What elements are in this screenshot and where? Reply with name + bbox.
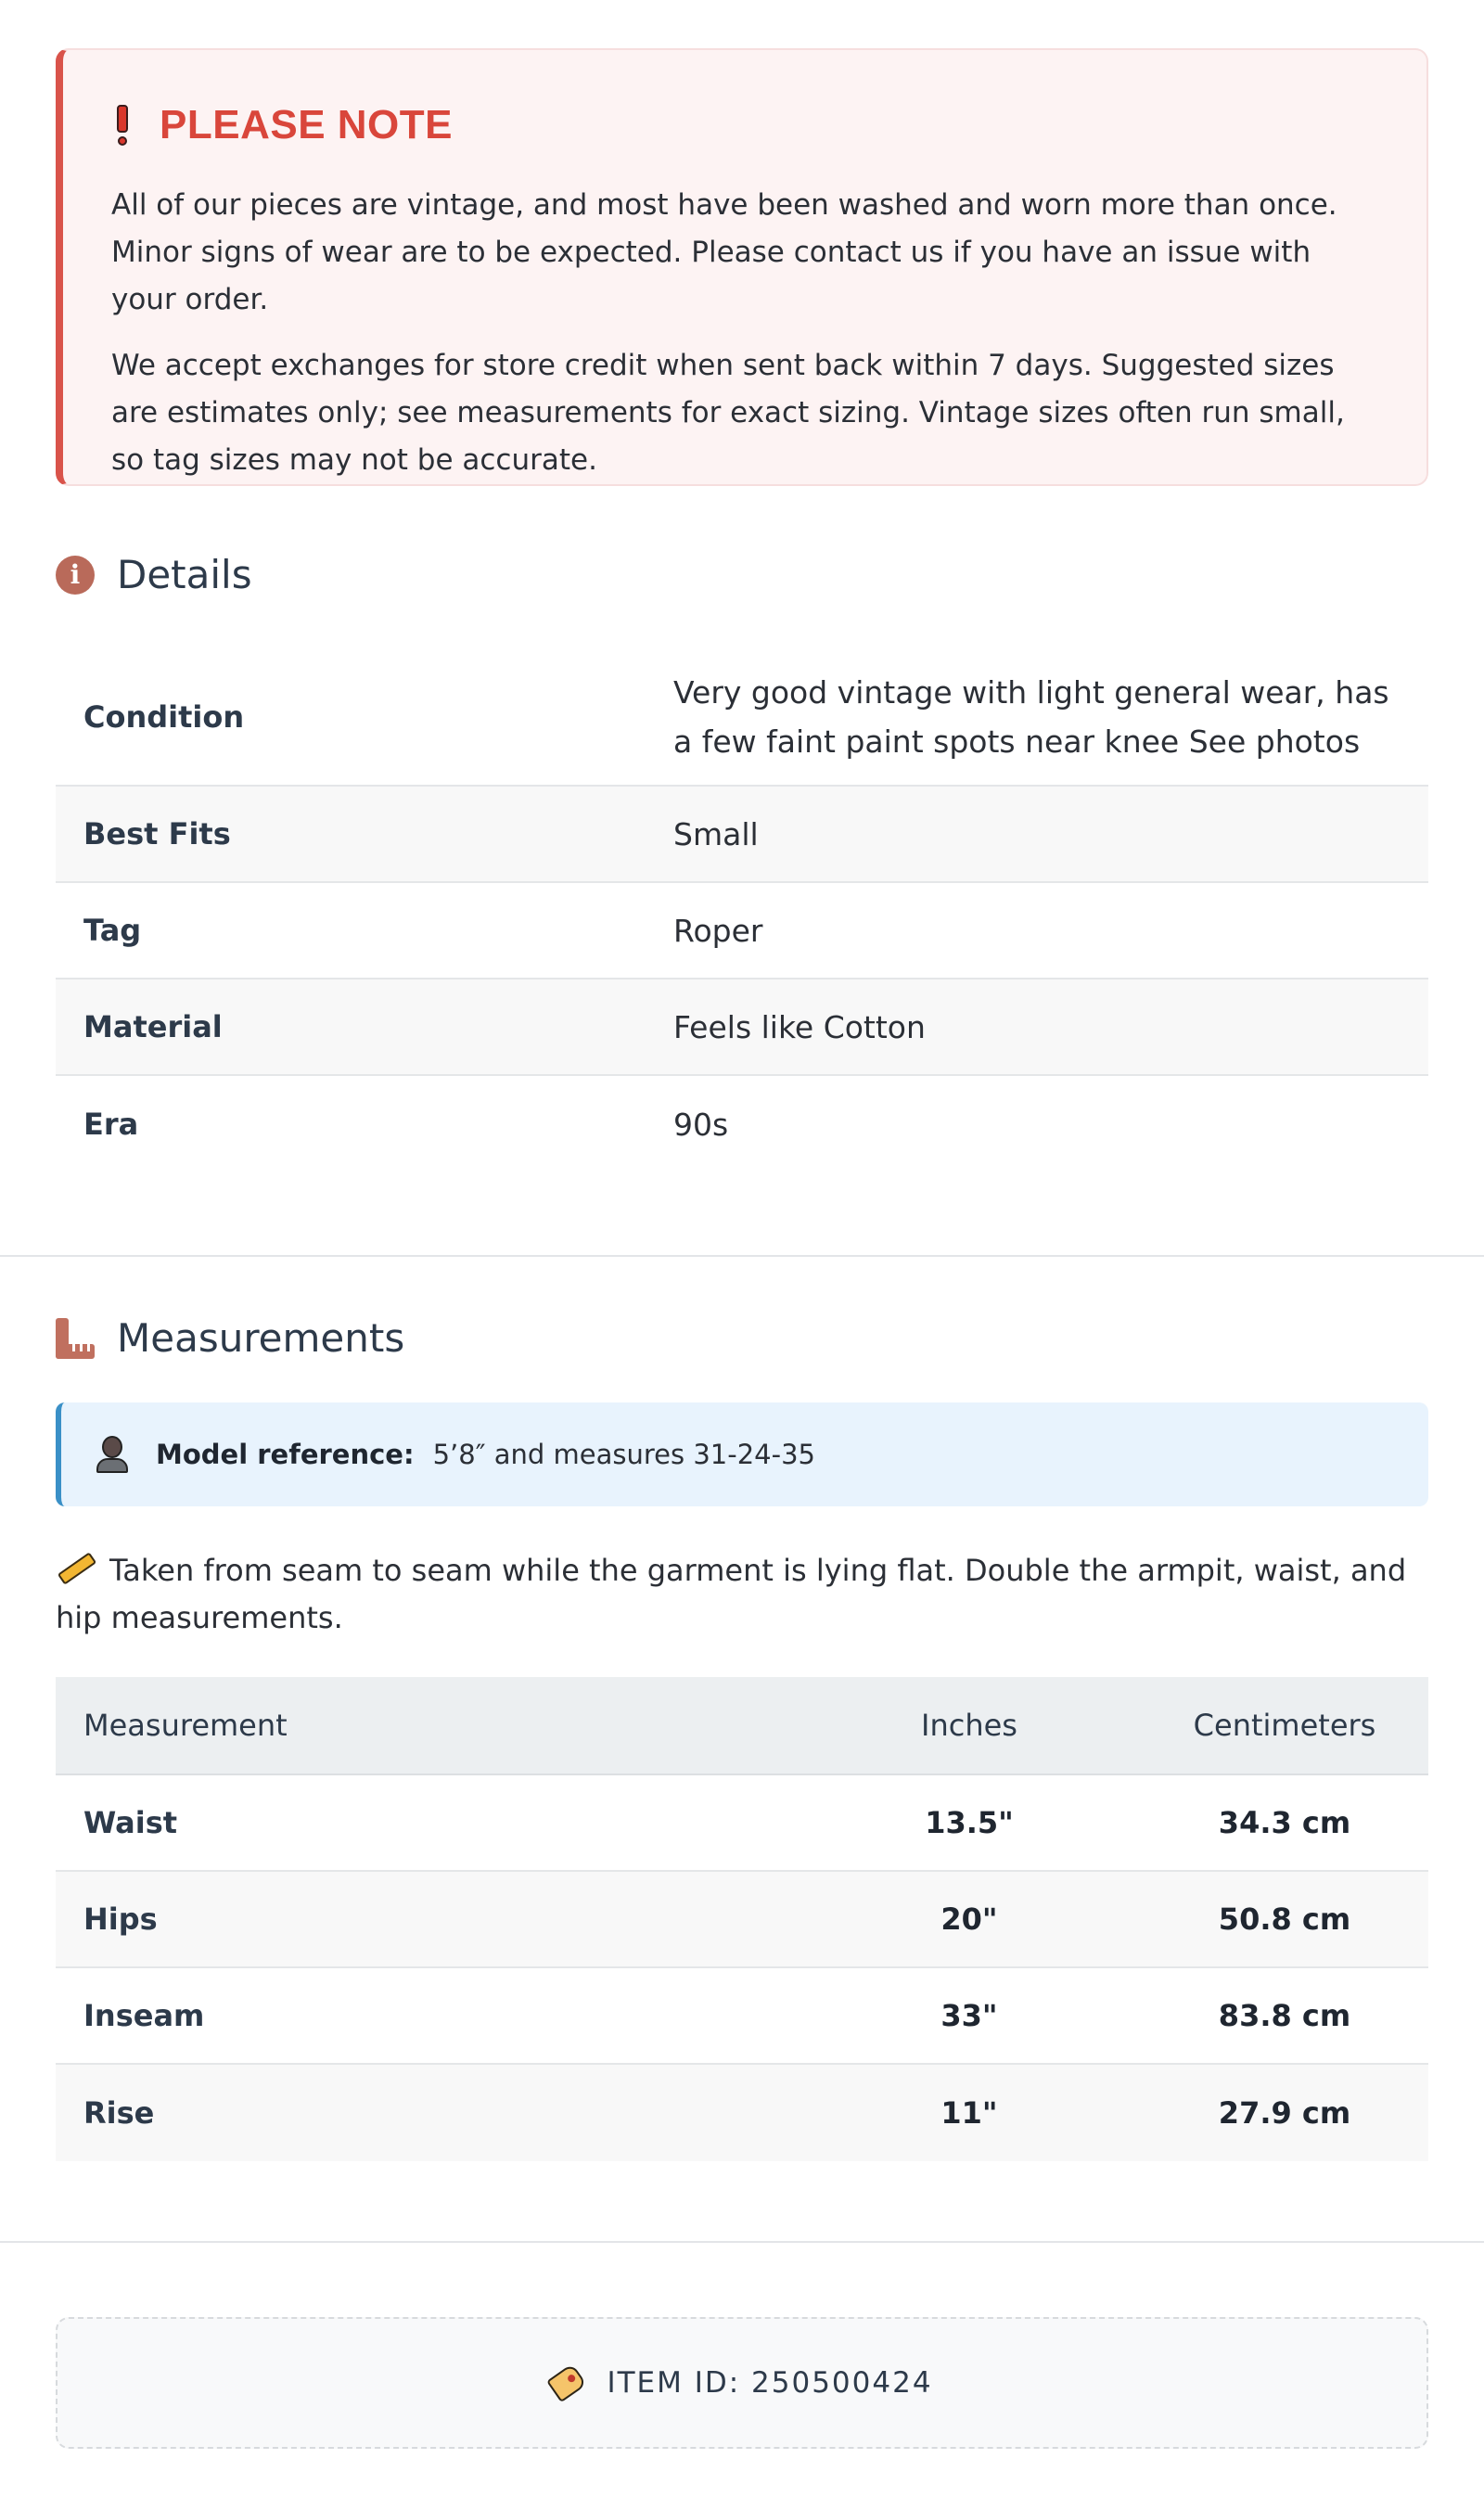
- measurements-table: [56, 1677, 1428, 2161]
- details-value: Small: [673, 815, 759, 852]
- measurement-inches: 11": [940, 2095, 998, 2131]
- info-icon: i: [56, 556, 95, 595]
- details-row-material: [56, 980, 1428, 1076]
- details-title: Details: [117, 552, 252, 597]
- details-value: Very good vintage with light general wear, has a few faint paint spots near knee See photos: [673, 674, 1389, 760]
- column-header: Inches: [921, 1708, 1017, 1743]
- notice-paragraph: All of our pieces are vintage, and most have been washed and worn more than once. Minor signs of wear are to be expected. Please contact us if you have an issue with your order.: [111, 188, 1337, 316]
- pencil-icon: [58, 1552, 96, 1585]
- model-reference-label: Model reference:: [156, 1439, 415, 1470]
- person-icon: [96, 1436, 128, 1473]
- measurement-name: Hips: [83, 1902, 158, 1937]
- exclamation-icon: [117, 105, 128, 146]
- details-row-tag: [56, 883, 1428, 980]
- measurement-name: Inseam: [83, 1998, 205, 2033]
- details-value: 90s: [673, 1106, 729, 1143]
- measurements-title: Measurements: [117, 1315, 405, 1361]
- details-value: Roper: [673, 912, 763, 949]
- table-header-row: [56, 1677, 1428, 1775]
- ruler-icon: [56, 1318, 95, 1359]
- measurement-name: Waist: [83, 1805, 178, 1840]
- details-label: Condition: [83, 699, 245, 735]
- details-label: Material: [83, 1009, 223, 1044]
- table-row: [56, 1775, 1428, 1872]
- measurement-inches: 13.5": [925, 1805, 1014, 1840]
- notice-title: PLEASE NOTE: [160, 102, 453, 147]
- details-header: [56, 552, 252, 597]
- details-row-era: [56, 1076, 1428, 1172]
- tag-icon: [546, 2363, 587, 2402]
- model-reference-box: [56, 1402, 1428, 1506]
- divider: [0, 2241, 1484, 2243]
- measurement-cm: 27.9 cm: [1218, 2095, 1351, 2131]
- column-header: Centimeters: [1193, 1708, 1376, 1743]
- details-label: Best Fits: [83, 816, 231, 852]
- please-note-box: [56, 48, 1428, 486]
- details-row-best-fits: [56, 787, 1428, 883]
- measurement-note-text: Taken from seam to seam while the garment is lying flat. Double the armpit, waist, and hip measurements.: [56, 1553, 1407, 1635]
- notice-header: [111, 102, 1378, 148]
- measurement-inches: 20": [940, 1902, 998, 1937]
- measurement-cm: 34.3 cm: [1218, 1805, 1351, 1840]
- model-reference-value: 5’8″ and measures 31-24-35: [432, 1439, 815, 1470]
- details-row-condition: [56, 649, 1428, 787]
- measurement-note: [56, 1547, 1428, 1642]
- details-value: Feels like Cotton: [673, 1008, 926, 1045]
- details-table: [56, 649, 1428, 1172]
- details-label: Era: [83, 1107, 139, 1142]
- details-label: Tag: [83, 913, 142, 948]
- item-id-label: ITEM ID: 250500424: [607, 2366, 933, 2400]
- item-id-box: [56, 2317, 1428, 2449]
- measurement-name: Rise: [83, 2095, 155, 2131]
- column-header: Measurement: [83, 1708, 288, 1743]
- divider: [0, 1255, 1484, 1257]
- notice-paragraph: We accept exchanges for store credit when sent back within 7 days. Suggested sizes are estimates only; see measurements for exact sizing. Vintage sizes often run small, so tag sizes may not be accurate.: [111, 349, 1345, 477]
- table-row: [56, 1968, 1428, 2065]
- measurement-inches: 33": [940, 1998, 998, 2033]
- table-row: [56, 1872, 1428, 1968]
- table-row: [56, 2065, 1428, 2161]
- measurement-cm: 50.8 cm: [1218, 1902, 1351, 1937]
- measurements-header: [56, 1315, 404, 1361]
- measurement-cm: 83.8 cm: [1218, 1998, 1351, 2033]
